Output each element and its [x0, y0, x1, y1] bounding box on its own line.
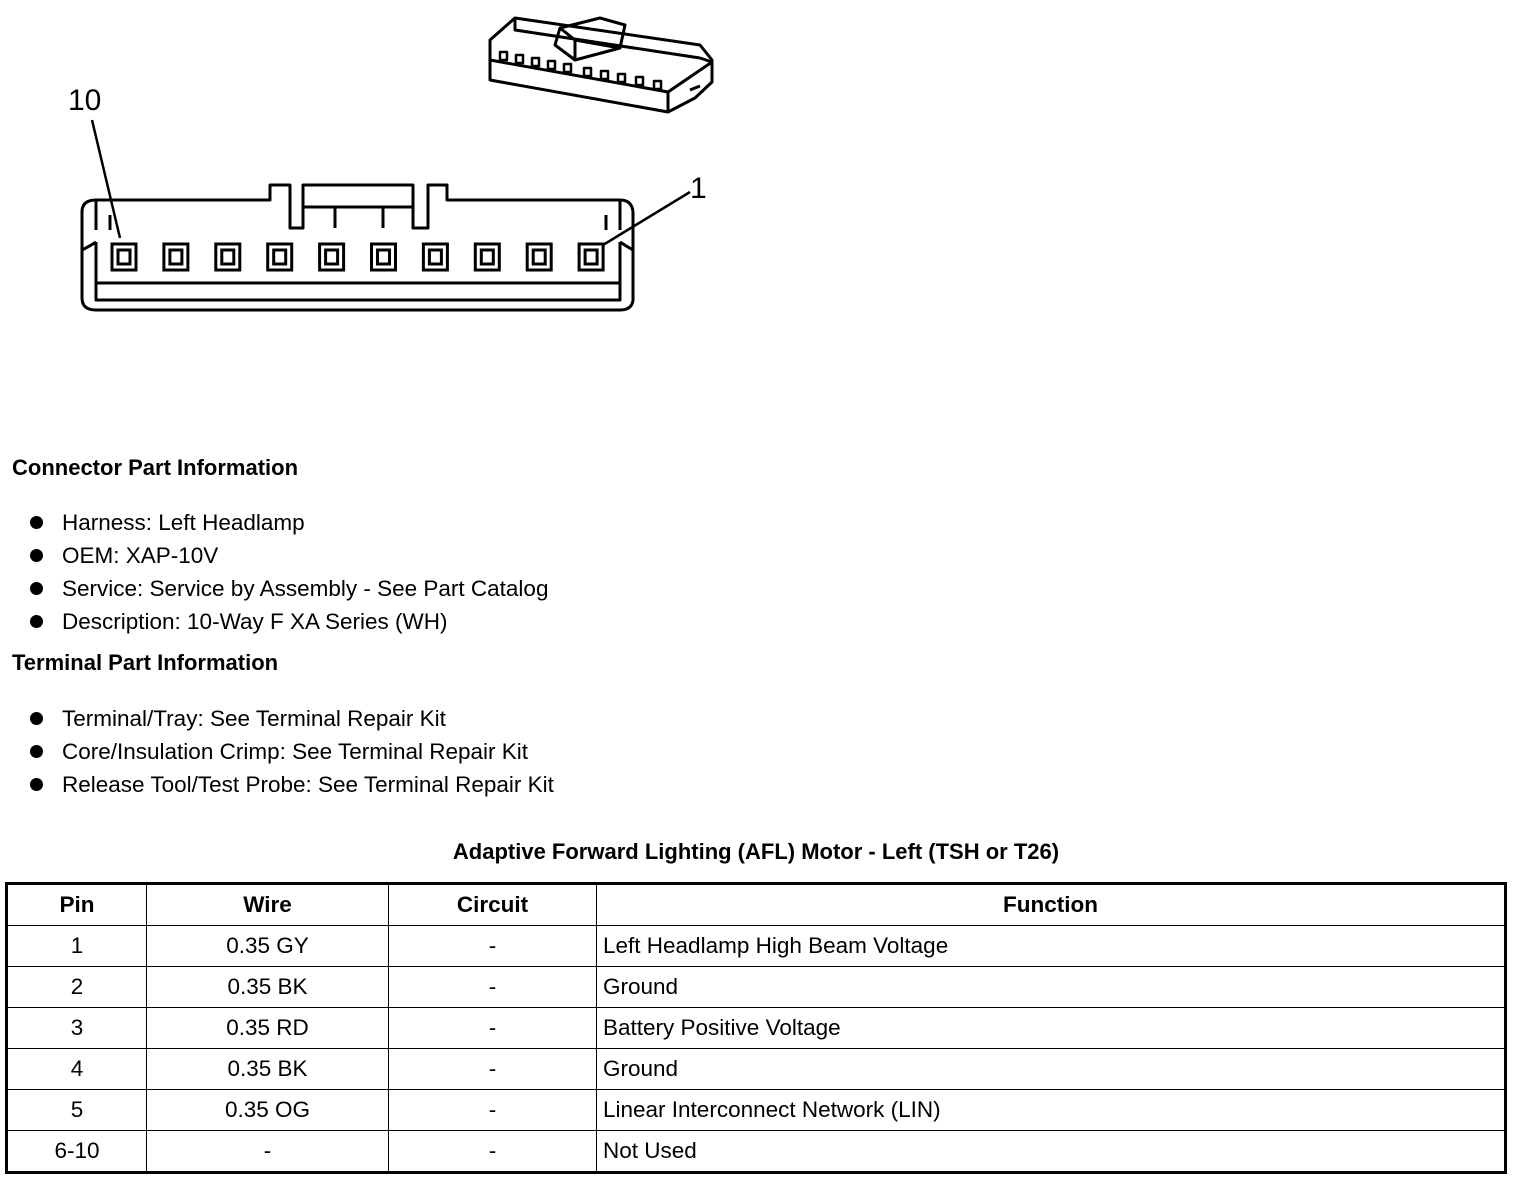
- list-item: [28, 735, 554, 768]
- table-cell: 0.35 BK: [147, 1049, 389, 1090]
- table-cell: -: [389, 967, 597, 1008]
- pinout-table: [5, 882, 1507, 1174]
- terminal-info-list: [28, 702, 554, 801]
- list-item-text: Harness: Left Headlamp: [62, 510, 305, 535]
- terminal-pin: [222, 250, 234, 264]
- list-item: [28, 506, 548, 539]
- terminal-pin: [481, 250, 493, 264]
- column-header: Function: [597, 884, 1506, 926]
- terminal-pin: [378, 250, 390, 264]
- pin-10-label: 10: [68, 84, 102, 117]
- table-cell: Battery Positive Voltage: [597, 1008, 1506, 1049]
- table-row: [7, 1090, 1506, 1131]
- list-item: [28, 539, 548, 572]
- connector-info-title: Connector Part Information: [12, 455, 299, 480]
- table-cell: 5: [7, 1090, 147, 1131]
- table-header-row: [7, 884, 1506, 926]
- list-item-text: Core/Insulation Crimp: See Terminal Repair Kit: [62, 739, 529, 764]
- table-cell: Ground: [597, 1049, 1506, 1090]
- terminal-info-title: Terminal Part Information: [12, 650, 279, 675]
- terminal-pin: [585, 250, 597, 264]
- connector-info-list: [28, 506, 548, 638]
- terminal-cavity: [112, 244, 136, 270]
- terminal-pin: [533, 250, 545, 264]
- list-item-text: Terminal/Tray: See Terminal Repair Kit: [62, 706, 446, 731]
- table-row: [7, 1131, 1506, 1173]
- terminal-pin: [274, 250, 286, 264]
- terminal-cavity: [268, 244, 292, 270]
- table-row: [7, 1049, 1506, 1090]
- list-item-text: Release Tool/Test Probe: See Terminal Repair Kit: [62, 772, 554, 797]
- table-cell: Ground: [597, 967, 1506, 1008]
- list-item-text: Description: 10-Way F XA Series (WH): [62, 609, 448, 634]
- table-cell: 3: [7, 1008, 147, 1049]
- terminal-cavity: [423, 244, 447, 270]
- table-title: Adaptive Forward Lighting (AFL) Motor - Left (TSH or T26): [452, 839, 1060, 864]
- table-cell: 0.35 GY: [147, 926, 389, 967]
- list-item: [28, 605, 548, 638]
- list-item: [28, 702, 554, 735]
- column-header: Circuit: [389, 884, 597, 926]
- list-item-text: Service: Service by Assembly - See Part Catalog: [62, 576, 549, 601]
- terminal-cavity: [164, 244, 188, 270]
- table-row: [7, 967, 1506, 1008]
- list-item-text: OEM: XAP-10V: [62, 543, 219, 568]
- terminal-cavity: [216, 244, 240, 270]
- bullet-icon: [30, 712, 43, 725]
- table-row: [7, 926, 1506, 967]
- table-cell: 0.35 BK: [147, 967, 389, 1008]
- pin-1-label: 1: [690, 172, 707, 205]
- bullet-icon: [30, 582, 43, 595]
- connector-diagram: [0, 0, 760, 340]
- bullet-icon: [30, 778, 43, 791]
- table-cell: 2: [7, 967, 147, 1008]
- terminal-cavity: [372, 244, 396, 270]
- column-header: Wire: [147, 884, 389, 926]
- table-cell: 0.35 OG: [147, 1090, 389, 1131]
- terminal-cavity: [579, 244, 603, 270]
- column-header: Pin: [7, 884, 147, 926]
- terminal-cavity: [527, 244, 551, 270]
- table-cell: -: [389, 1049, 597, 1090]
- table-cell: 0.35 RD: [147, 1008, 389, 1049]
- terminal-row: [112, 244, 603, 270]
- bullet-icon: [30, 745, 43, 758]
- connector-isometric-view: [490, 18, 712, 112]
- bullet-icon: [30, 549, 43, 562]
- table-cell: Left Headlamp High Beam Voltage: [597, 926, 1506, 967]
- bullet-icon: [30, 516, 43, 529]
- table-cell: -: [389, 1131, 597, 1173]
- terminal-pin: [118, 250, 130, 264]
- table-cell: 1: [7, 926, 147, 967]
- terminal-pin: [326, 250, 338, 264]
- table-cell: -: [389, 926, 597, 967]
- list-item: [28, 768, 554, 801]
- list-item: [28, 572, 548, 605]
- table-cell: 4: [7, 1049, 147, 1090]
- terminal-pin: [170, 250, 182, 264]
- terminal-pin: [429, 250, 441, 264]
- table-cell: Linear Interconnect Network (LIN): [597, 1090, 1506, 1131]
- bullet-icon: [30, 615, 43, 628]
- table-cell: -: [147, 1131, 389, 1173]
- table-cell: Not Used: [597, 1131, 1506, 1173]
- table-cell: -: [389, 1090, 597, 1131]
- table-cell: 6-10: [7, 1131, 147, 1173]
- terminal-cavity: [320, 244, 344, 270]
- table-cell: -: [389, 1008, 597, 1049]
- table-row: [7, 1008, 1506, 1049]
- terminal-cavity: [475, 244, 499, 270]
